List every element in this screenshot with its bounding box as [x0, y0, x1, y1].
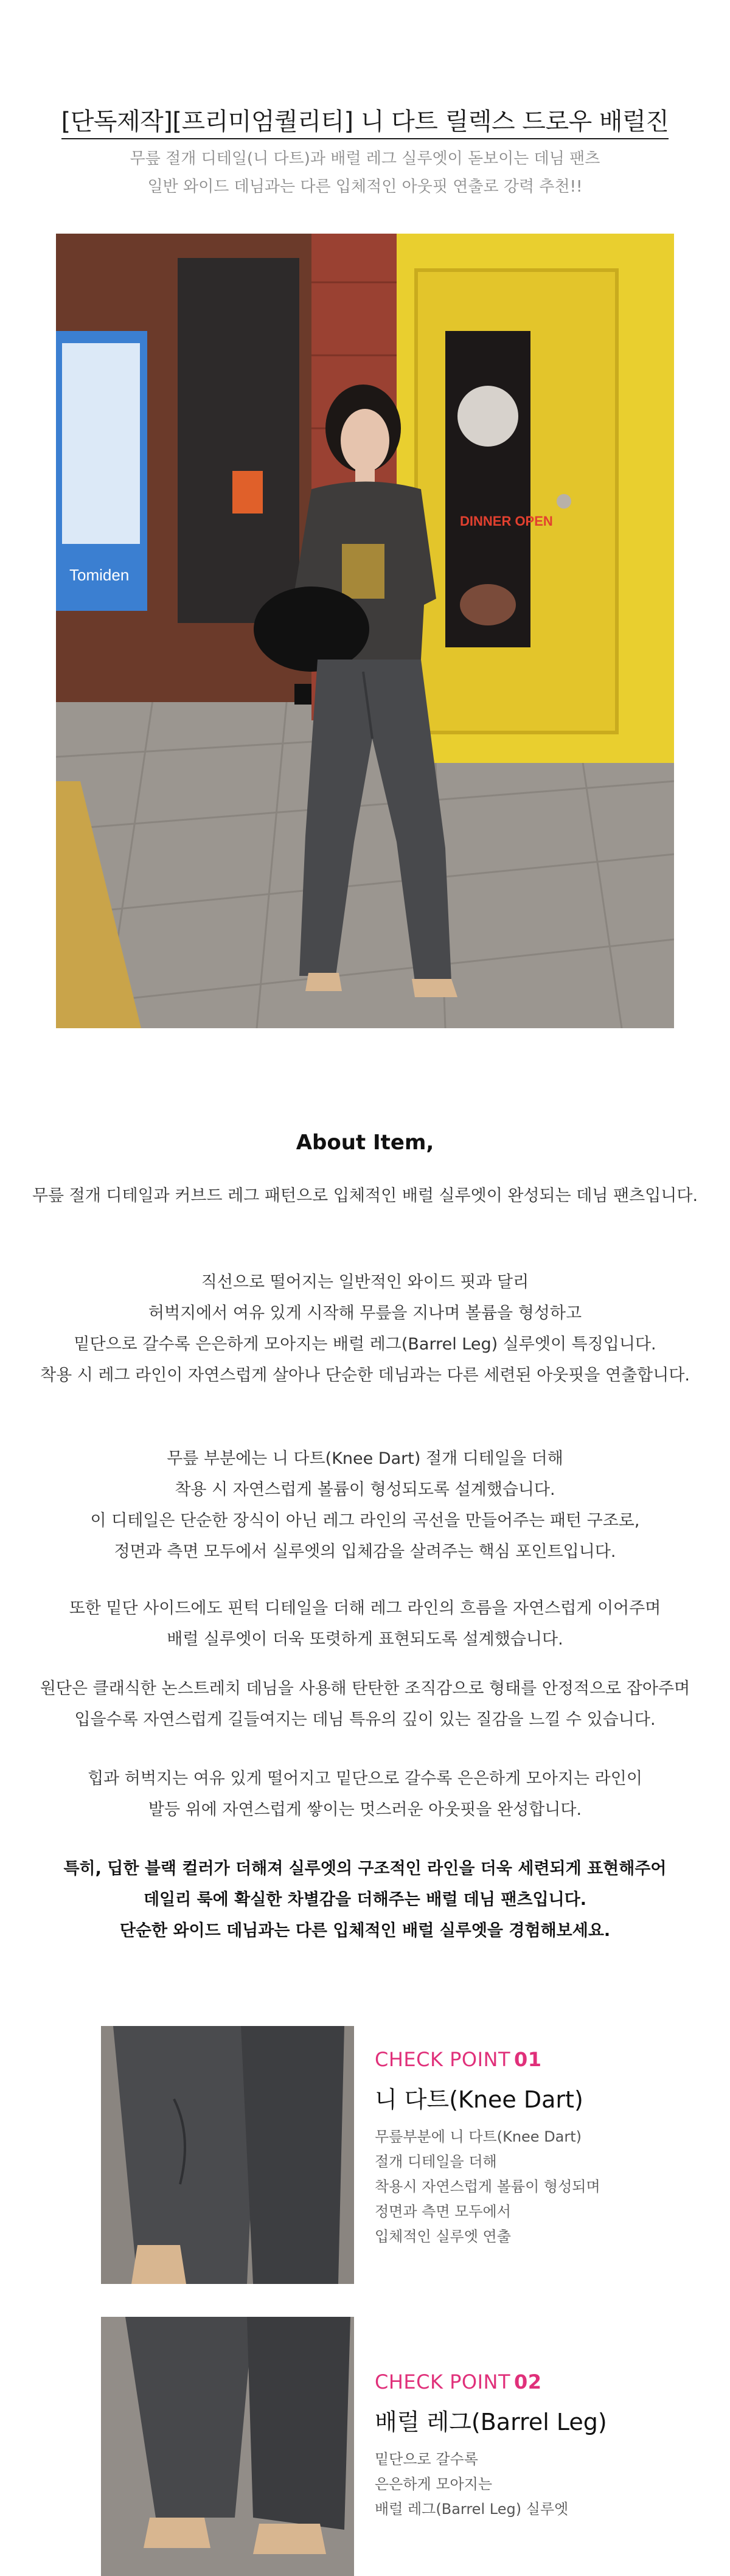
about-line: 이 디테일은 단순한 장식이 아닌 레그 라인의 곡선을 만들어주는 패턴 구조로,: [90, 1511, 640, 1530]
about-paragraph-6: [0, 1763, 730, 1825]
about-line: 착용 시 자연스럽게 볼륨이 형성되도록 설계했습니다.: [175, 1480, 555, 1499]
checkpoint-desc-line: 절개 디테일을 더해: [375, 2153, 497, 2170]
checkpoint-2-label: [375, 2370, 542, 2393]
poster-text: DINNER OPEN: [460, 513, 553, 529]
about-line: 허벅지에서 여유 있게 시작해 무릎을 지나며 볼륨을 형성하고: [148, 1304, 582, 1323]
product-title: [0, 102, 730, 137]
checkpoint-2-name: 배럴 레그(Barrel Leg): [375, 2409, 607, 2435]
checkpoint-2-number: 02: [514, 2370, 542, 2393]
about-paragraph-3: [0, 1443, 730, 1567]
checkpoint-1-name: 니 다트(Knee Dart): [375, 2086, 583, 2113]
about-heading: About Item,: [296, 1130, 434, 1155]
about-line: 단순한 와이드 데님과는 다른 입체적인 배럴 실루엣을 경험해보세요.: [119, 1921, 611, 1940]
about-line: 특히, 딥한 블랙 컬러가 더해져 실루엣의 구조적인 라인을 더욱 세련되게 표현해주어: [63, 1859, 667, 1878]
about-line: 무릎 부분에는 니 다트(Knee Dart) 절개 디테일을 더해: [167, 1449, 563, 1468]
product-subtitle-1: 무릎 절개 디테일(니 다트)과 배럴 레그 실루엣이 돋보이는 데님 팬츠: [130, 150, 600, 168]
checkpoint-desc-line: 정면과 측면 모두에서: [375, 2203, 511, 2220]
checkpoint-1-label: [375, 2048, 542, 2071]
about-paragraph-7: [0, 1853, 730, 1946]
checkpoint-2-label-text: CHECK POINT: [375, 2370, 511, 2393]
checkpoint-2-description: [375, 2447, 568, 2522]
hero-photo-illustration: [56, 234, 674, 1028]
about-line: 밑단으로 갈수록 은은하게 모아지는 배럴 레그(Barrel Leg) 실루엣이 특징입니다.: [74, 1335, 656, 1354]
about-line: 데일리 룩에 확실한 차별감을 더해주는 배럴 데님 팬츠입니다.: [143, 1890, 587, 1909]
about-line: 원단은 클래식한 논스트레치 데님을 사용해 탄탄한 조직감으로 형태를 안정적으로 잡아주며: [40, 1679, 690, 1698]
about-line: 직선으로 떨어지는 일반적인 와이드 핏과 달리: [201, 1273, 529, 1292]
about-paragraph-4: [0, 1593, 730, 1655]
checkpoint-desc-line: 무릎부분에 니 다트(Knee Dart): [375, 2128, 582, 2145]
about-paragraph-1: [0, 1180, 730, 1211]
checkpoint-1-label-text: CHECK POINT: [375, 2048, 511, 2071]
checkpoint-desc-line: 밑단으로 갈수록: [375, 2451, 478, 2468]
about-line: 또한 밑단 사이드에도 핀턱 디테일을 더해 레그 라인의 흐름을 자연스럽게 이어주며: [69, 1599, 661, 1618]
product-title-text: [단독제작][프리미엄퀄리티] 니 다트 릴렉스 드로우 배럴진: [61, 108, 669, 139]
banner-text: Tomiden: [69, 566, 130, 584]
checkpoint-1-number: 01: [514, 2048, 542, 2071]
checkpoint-2-photo: [101, 2317, 354, 2576]
checkpoint-1-photo: [101, 2026, 354, 2284]
about-line: 힙과 허벅지는 여유 있게 떨어지고 밑단으로 갈수록 은은하게 모아지는 라인이: [88, 1769, 642, 1788]
about-line: 정면과 측면 모두에서 실루엣의 입체감을 살려주는 핵심 포인트입니다.: [114, 1542, 616, 1561]
checkpoint-desc-line: 착용시 자연스럽게 볼륨이 형성되며: [375, 2178, 600, 2195]
about-paragraph-5: [0, 1673, 730, 1735]
checkpoint-1-illustration: [101, 2026, 354, 2284]
about-line: 착용 시 레그 라인이 자연스럽게 살아나 단순한 데님과는 다른 세련된 아웃핏을 연출합니다.: [40, 1366, 690, 1385]
checkpoint-2-illustration: [101, 2317, 354, 2576]
about-line: 무릎 절개 디테일과 커브드 레그 패턴으로 입체적인 배럴 실루엣이 완성되는 데님 팬츠입니다.: [32, 1186, 698, 1205]
about-line: 배럴 실루엣이 더욱 또렷하게 표현되도록 설계했습니다.: [167, 1630, 563, 1649]
hero-photo: [56, 234, 674, 1028]
checkpoint-1-description: [375, 2125, 600, 2249]
checkpoint-desc-line: 배럴 레그(Barrel Leg) 실루엣: [375, 2501, 569, 2518]
about-paragraph-2: [0, 1267, 730, 1391]
checkpoint-desc-line: 은은하게 모아지는: [375, 2476, 493, 2493]
about-line: 입을수록 자연스럽게 길들여지는 데님 특유의 깊이 있는 질감을 느낄 수 있습니다.: [74, 1710, 656, 1729]
about-line: 발등 위에 자연스럽게 쌓이는 멋스러운 아웃핏을 완성합니다.: [148, 1800, 582, 1819]
product-subtitle-2: 일반 와이드 데님과는 다른 입체적인 아웃핏 연출로 강력 추천!!: [147, 178, 583, 196]
checkpoint-desc-line: 입체적인 실루엣 연출: [375, 2228, 511, 2245]
